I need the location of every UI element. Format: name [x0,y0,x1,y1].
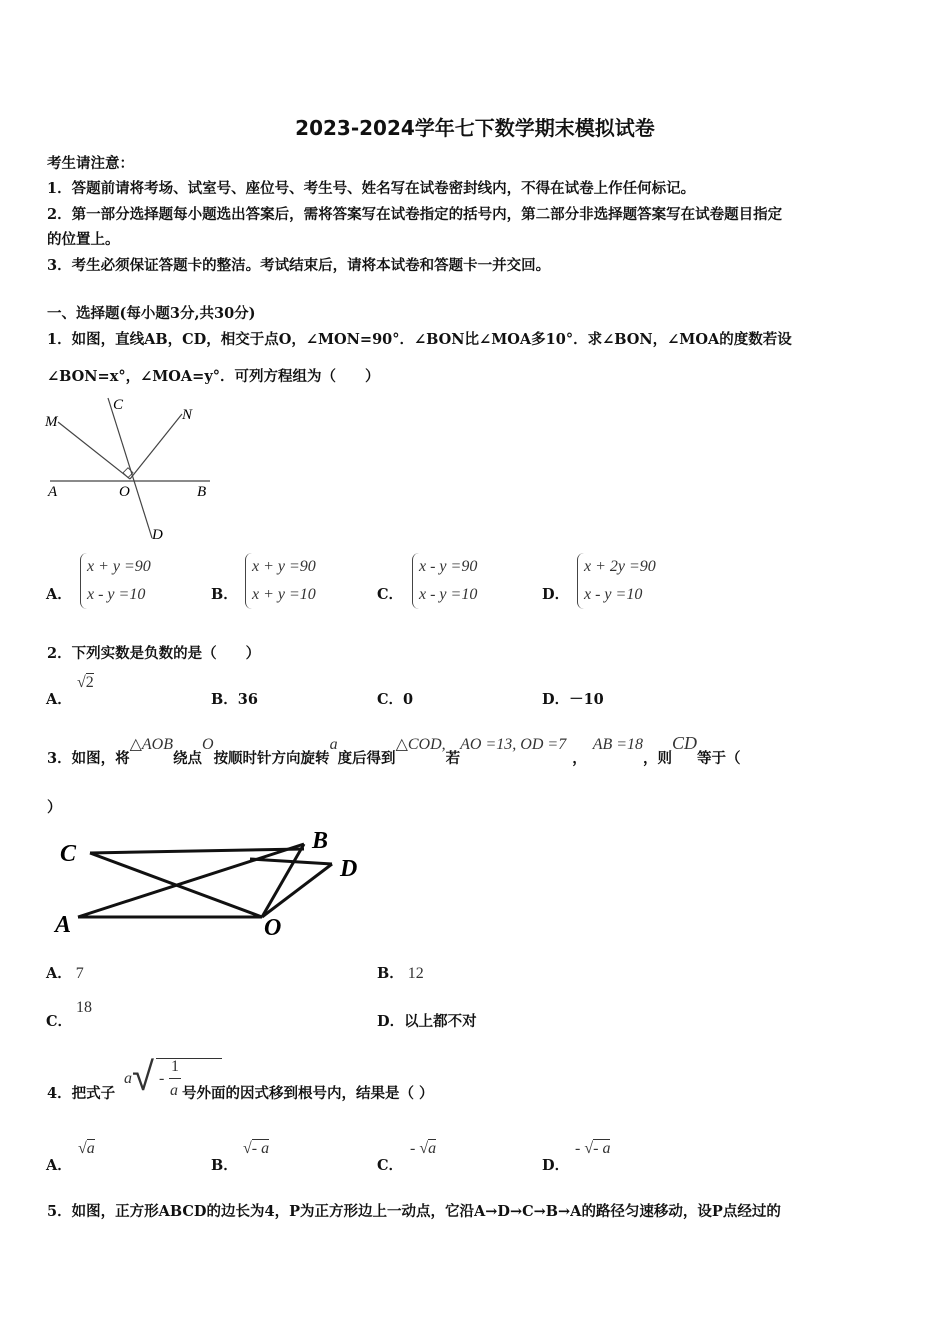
label-a: A [55,912,72,938]
label-b: B [312,828,329,854]
q3-option-d[interactable]: D．以上都不对 [377,1013,477,1030]
sqrt-icon: √ [78,1140,87,1157]
sqrt-icon: √ [132,1054,154,1100]
label-b: B [197,484,207,500]
q1-stem-2: ∠BON=x°，∠MOA=y°．可列方程组为（ ） [47,368,380,385]
q1-option-d-label: D． [542,586,570,603]
sqrt-icon: √ [584,1140,594,1157]
label-n: N [182,407,193,423]
q1-option-d[interactable] [577,553,656,609]
equation: x - y =10 [87,586,146,603]
label-o: O [264,915,282,941]
equation: x + y =90 [252,558,316,575]
q4-option-c-label: C． [377,1157,404,1174]
label-a: A [48,484,58,500]
notice-item: 的位置上。 [47,231,120,248]
notice-heading: 考生请注意： [47,155,134,172]
equation: x - y =10 [419,586,478,603]
q1-option-a-label: A． [46,586,72,603]
q1-option-c[interactable] [412,553,477,609]
q1-option-b[interactable] [245,553,316,609]
q2-option-c[interactable]: C．0 [377,691,414,708]
q1-option-c-label: C． [377,586,404,603]
equation: x + y =10 [252,586,316,603]
q2-option-a[interactable]: √2 [77,674,94,691]
q3-option-b[interactable]: B． 12 [377,965,424,982]
notice-item: 2．第一部分选择题每小题选出答案后，需将答案写在试卷指定的括号内，第二部分非选择题答案写在试卷题目指定 [47,206,783,223]
equation: x + 2y =90 [584,558,656,575]
notice-item: 3．考生必须保证答题卡的整洁。考试结束后，请将本试卷和答题卡一并交回。 [47,257,551,274]
q4-option-a[interactable]: √a [78,1140,95,1157]
section-heading: 一、选择题(每小题3分,共30分) [47,305,256,322]
q1-option-a[interactable] [80,553,151,609]
label-c: C [60,841,77,867]
sqrt-icon: √ [243,1140,252,1157]
q2-option-b[interactable]: B．36 [211,691,258,708]
q4-option-a-label: A． [46,1157,72,1174]
sqrt-icon: √ [419,1140,429,1157]
q4-option-b-label: B． [211,1157,238,1174]
q2-option-a-label: A． [46,691,72,708]
label-c: C [113,397,124,413]
label-d: D [152,527,163,543]
equation: x + y =90 [87,558,151,575]
q4-option-b[interactable]: √- a [243,1140,270,1157]
q2-option-d[interactable]: D．－10 [542,691,604,708]
q3-figure [50,822,380,942]
q4-option-c[interactable]: - √a [410,1140,437,1157]
q5-stem: 5．如图，正方形ABCD的边长为4，P为正方形边上一动点，它沿A→D→C→B→A的路径匀速移动，设P点经过的 [47,1203,781,1220]
equation: x - y =10 [584,586,643,603]
q1-option-b-label: B． [211,586,238,603]
notice-item: 1．答题前请将考场、试室号、座位号、考生号、姓名写在试卷密封线内，不得在试卷上作任何标记。 [47,180,696,197]
label-m: M [45,414,58,430]
q4-option-d[interactable]: - √- a [575,1140,611,1157]
q1-stem: 1．如图，直线AB，CD，相交于点O，∠MON=90°．∠BON比∠MOA多10°．求∠BON，∠MOA的度数若设 [47,331,792,348]
q1-figure [40,392,220,547]
q3-stem: 3．如图，将△AOB绕点O按顺时针方向旋转a度后得到△COD,若AO =13, OD =7，AB =18，则CD等于（ [47,733,741,767]
q3-option-c[interactable]: C．18 [46,999,93,1030]
label-o: O [119,484,130,500]
label-d: D [340,856,358,882]
q3-option-a[interactable]: A． 7 [46,965,84,982]
page-title: 2023-2024学年七下数学期末模拟试卷 [295,116,655,140]
sqrt-icon: √ [77,674,86,691]
q2-stem: 2．下列实数是负数的是（ ） [47,645,261,662]
equation: x - y =90 [419,558,478,575]
q3-stem-close: ） [47,799,62,816]
q4-option-d-label: D． [542,1157,570,1174]
